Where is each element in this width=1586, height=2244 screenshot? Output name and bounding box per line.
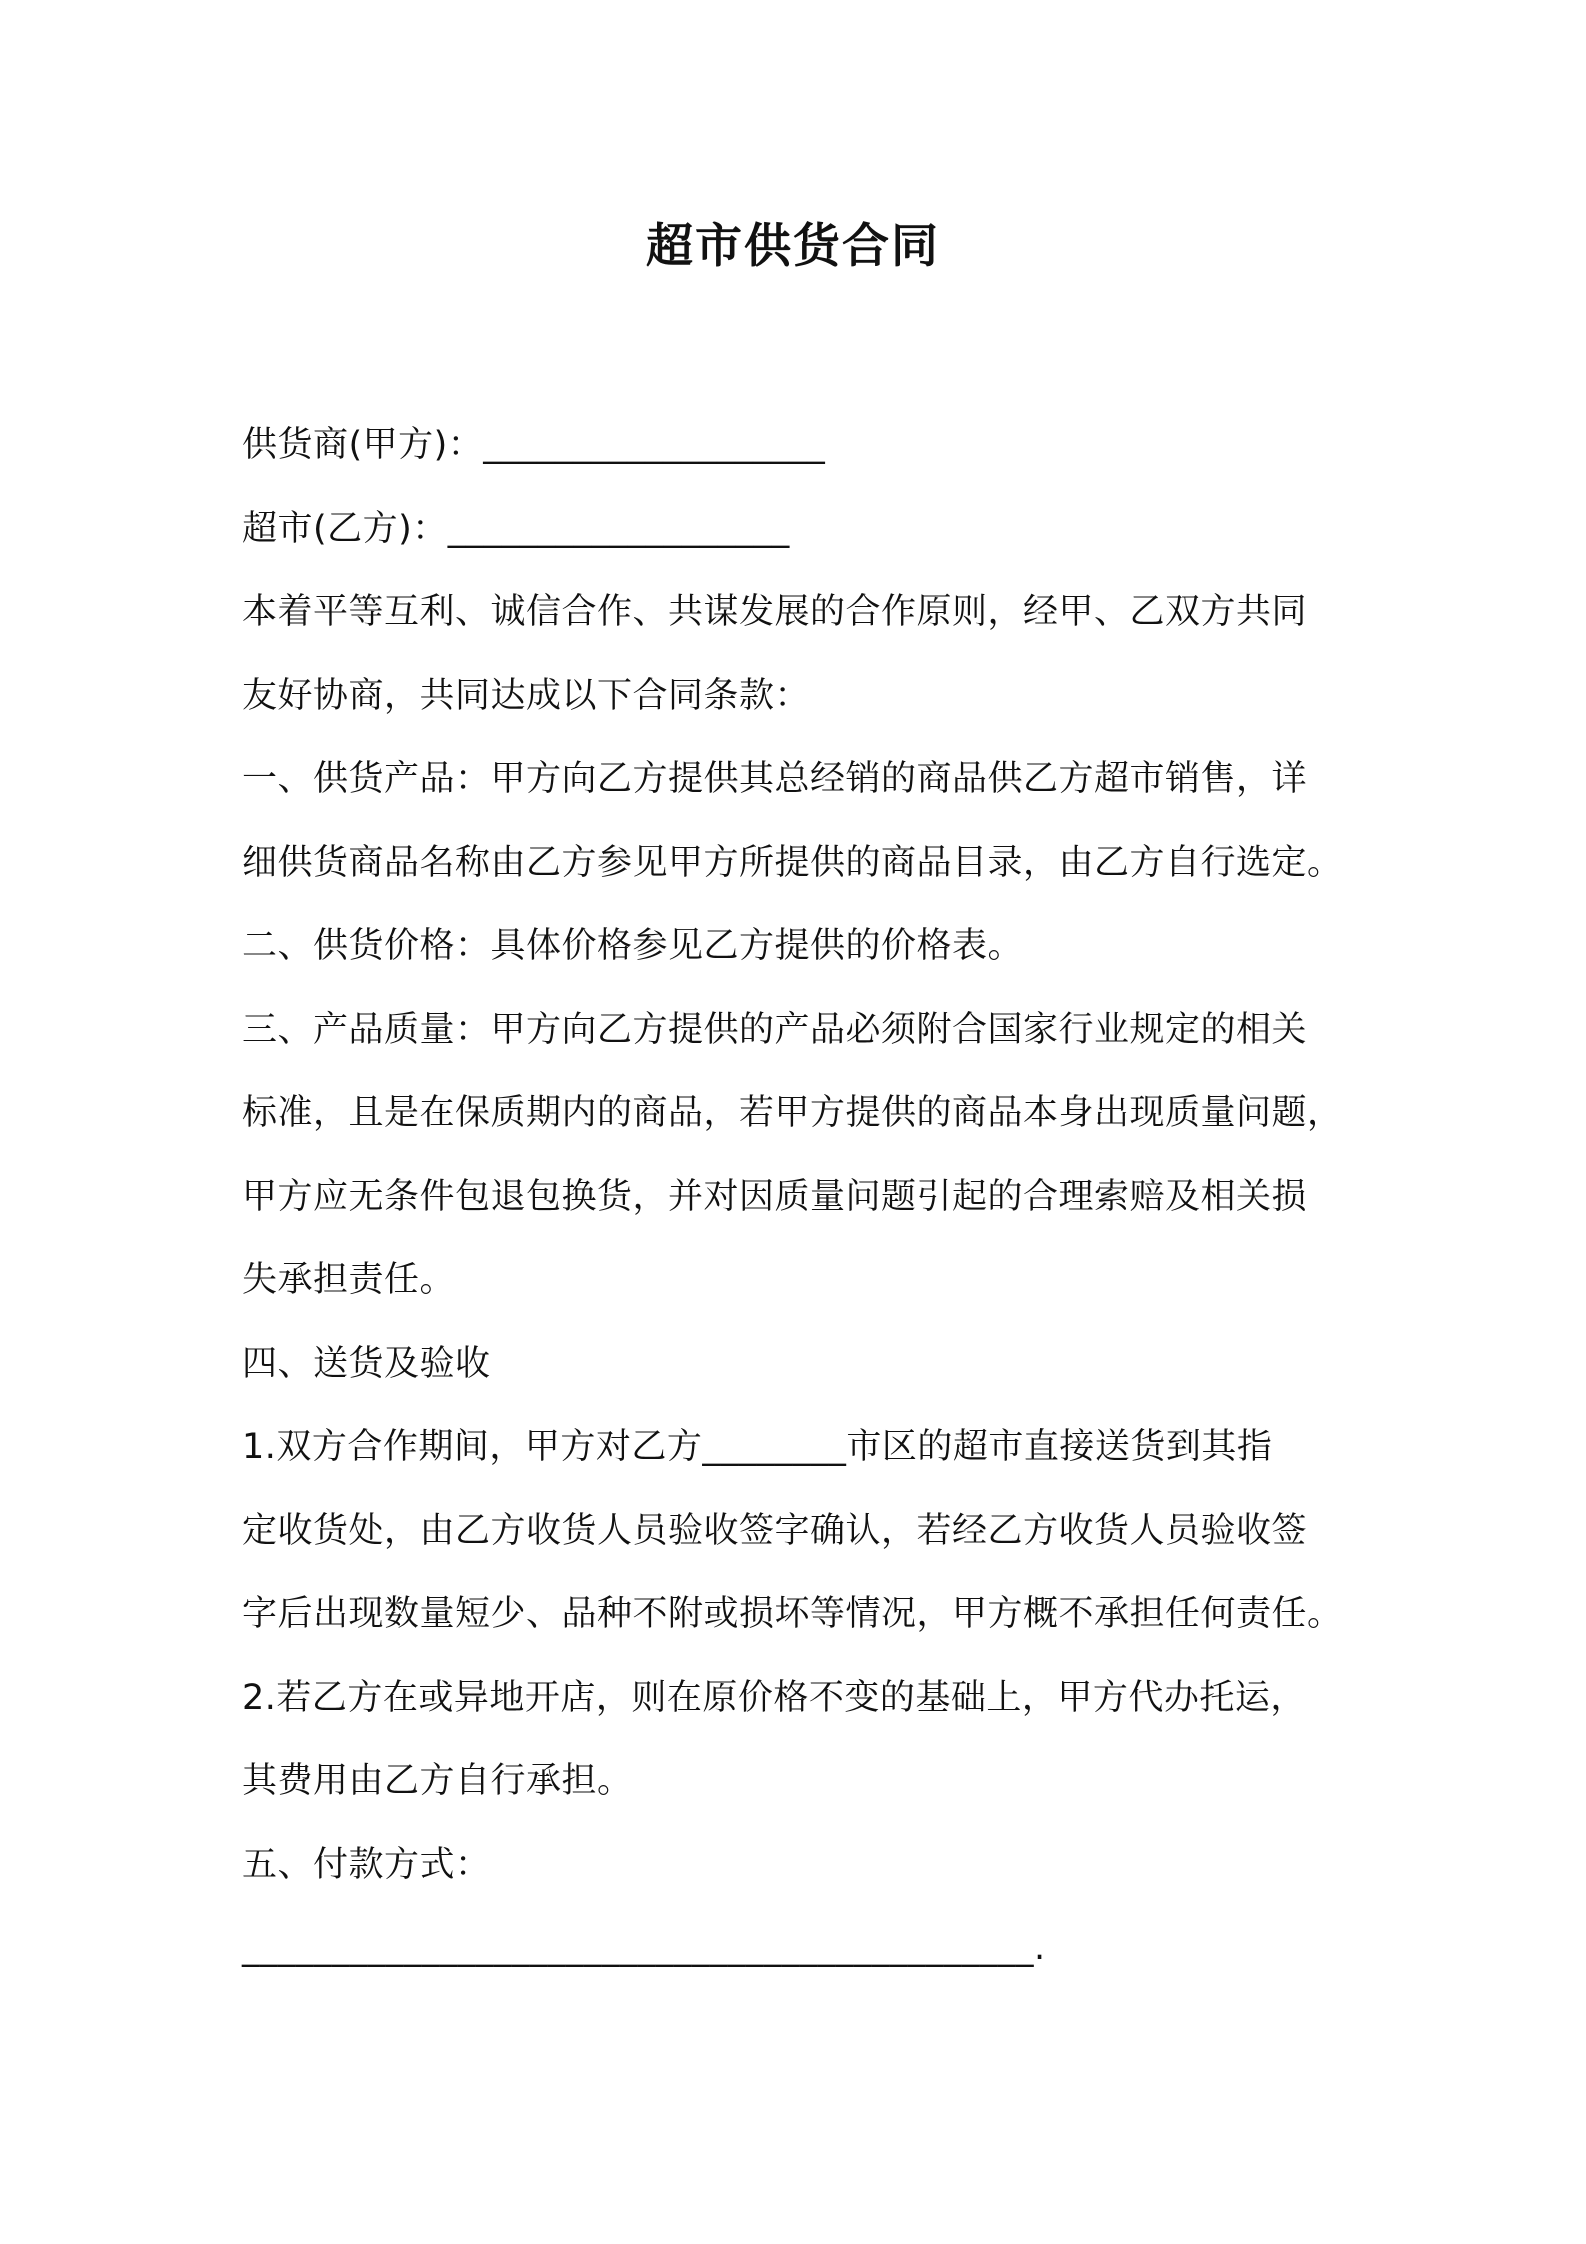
clause-4-item-1-line-3: 字后出现数量短少、品种不附或损坏等情况，甲方概不承担任何责任。 <box>242 1594 1343 1634</box>
supermarket-line: 超市(乙方)：___________________ <box>242 508 790 549</box>
clause-5-heading: 五、付款方式： <box>242 1844 491 1885</box>
page-title: 超市供货合同 <box>646 219 940 274</box>
payment-blank-line: ____________________________________________. <box>242 1928 1046 1968</box>
preamble-line-1: 本着平等互利、诚信合作、共谋发展的合作原则，经甲、乙双方共同 <box>242 592 1308 632</box>
preamble-line-2: 友好协商，共同达成以下合同条款： <box>242 675 811 716</box>
clause-4-item-2-line-1: 2.若乙方在或异地开店，则在原价格不变的基础上，甲方代办托运， <box>242 1677 1306 1718</box>
clause-3-line-2: 标准，且是在保质期内的商品，若甲方提供的商品本身出现质量问题， <box>242 1093 1343 1133</box>
clause-1-line-2: 细供货商品名称由乙方参见甲方所提供的商品目录，由乙方自行选定。 <box>242 842 1343 883</box>
clause-4-heading: 四、送货及验收 <box>242 1343 491 1384</box>
clause-3-line-3: 甲方应无条件包退包换货，并对因质量问题引起的合理索赔及相关损 <box>242 1176 1308 1217</box>
clause-3-line-4: 失承担责任。 <box>242 1260 456 1300</box>
clause-4-item-1-line-2: 定收货处，由乙方收货人员验收签字确认，若经乙方收货人员验收签 <box>242 1510 1308 1551</box>
clause-3-line-1: 三、产品质量：甲方向乙方提供的产品必须附合国家行业规定的相关 <box>242 1009 1308 1050</box>
supplier-line: 供货商(甲方)：___________________ <box>242 425 826 465</box>
clause-1-line-1: 一、供货产品：甲方向乙方提供其总经销的商品供乙方超市销售，详 <box>242 759 1308 799</box>
clause-4-item-1-line-1: 1.双方合作期间，甲方对乙方________市区的超市直接送货到其指 <box>242 1427 1273 1467</box>
clause-4-item-2-line-2: 其费用由乙方自行承担。 <box>242 1761 633 1801</box>
clause-2-line-1: 二、供货价格：具体价格参见乙方提供的价格表。 <box>242 926 1024 966</box>
contract-body <box>242 404 1362 1991</box>
